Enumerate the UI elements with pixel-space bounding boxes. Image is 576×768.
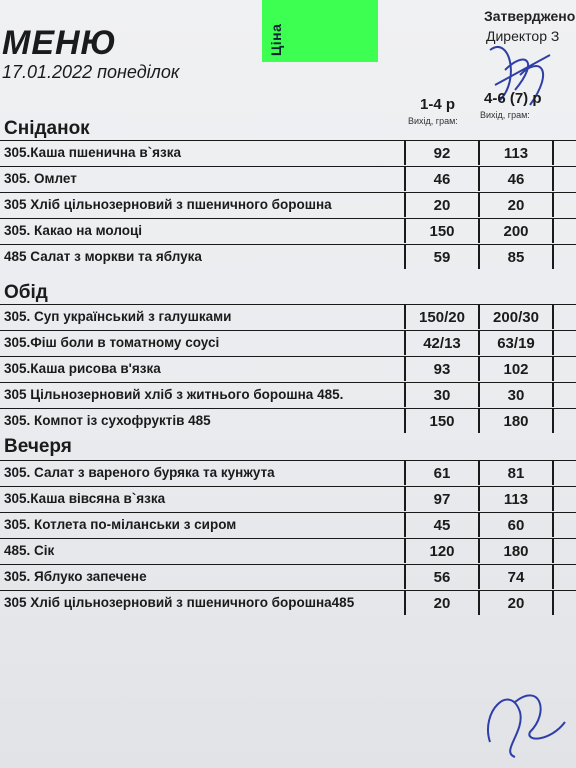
menu-row xyxy=(0,166,576,193)
menu-row xyxy=(0,590,576,617)
portion-1-4: 150/20 xyxy=(404,305,478,329)
extra-column-cell xyxy=(552,461,576,485)
portion-1-4: 42/13 xyxy=(404,331,478,355)
portion-4-6: 113 xyxy=(478,487,552,511)
extra-column-cell xyxy=(552,167,576,191)
menu-date: 17.01.2022 понеділок xyxy=(2,62,180,82)
approval-title: Затверджено xyxy=(484,8,576,24)
bottom-signature xyxy=(470,672,574,762)
portion-1-4: 46 xyxy=(404,167,478,191)
portion-1-4: 97 xyxy=(404,487,478,511)
dish-name: 485. Сік xyxy=(4,543,55,558)
menu-row xyxy=(0,192,576,219)
dish-name: 305. Какао на молоці xyxy=(4,223,143,238)
extra-column-cell xyxy=(552,409,576,433)
section-breakfast: Сніданок xyxy=(4,118,90,139)
dish-name: 305. Котлета по-міланськи з сиром xyxy=(4,517,237,532)
extra-column-cell xyxy=(552,141,576,165)
extra-column-cell xyxy=(552,193,576,217)
menu-row xyxy=(0,512,576,539)
approval-role: Директор З xyxy=(486,28,560,44)
portion-4-6: 63/19 xyxy=(478,331,552,355)
portion-4-6: 180 xyxy=(478,539,552,563)
column-sub-4-6: Вихід, грам: xyxy=(480,110,530,120)
portion-1-4: 120 xyxy=(404,539,478,563)
column-header-1-4: 1-4 р xyxy=(420,96,456,113)
menu-row xyxy=(0,140,576,167)
dish-name: 305 Хліб цільнозерновий з пшеничного борошна xyxy=(4,197,332,212)
portion-4-6: 20 xyxy=(478,591,552,615)
dish-name: 305. Омлет xyxy=(4,171,77,186)
dish-name: 305.Каша вівсяна в`язка xyxy=(4,491,166,506)
menu-row xyxy=(0,382,576,409)
menu-row xyxy=(0,564,576,591)
extra-column-cell xyxy=(552,331,576,355)
extra-column-cell xyxy=(552,357,576,381)
portion-1-4: 61 xyxy=(404,461,478,485)
portion-4-6: 85 xyxy=(478,245,552,269)
portion-1-4: 45 xyxy=(404,513,478,537)
portion-4-6: 30 xyxy=(478,383,552,407)
menu-row xyxy=(0,460,576,487)
extra-column-cell xyxy=(552,245,576,269)
extra-column-cell xyxy=(552,591,576,615)
portion-1-4: 20 xyxy=(404,591,478,615)
sticker-label: Ціна xyxy=(268,23,284,56)
portion-1-4: 56 xyxy=(404,565,478,589)
extra-column-cell xyxy=(552,305,576,329)
portion-4-6: 20 xyxy=(478,193,552,217)
menu-row xyxy=(0,218,576,245)
menu-row xyxy=(0,304,576,331)
portion-1-4: 20 xyxy=(404,193,478,217)
portion-4-6: 200 xyxy=(478,219,552,243)
dish-name: 305.Каша рисова в'язка xyxy=(4,361,161,376)
portion-4-6: 113 xyxy=(478,141,552,165)
menu-row xyxy=(0,538,576,565)
menu-row xyxy=(0,486,576,513)
portion-1-4: 59 xyxy=(404,245,478,269)
dish-name: 305. Яблуко запечене xyxy=(4,569,147,584)
portion-4-6: 60 xyxy=(478,513,552,537)
extra-column-cell xyxy=(552,539,576,563)
portion-4-6: 81 xyxy=(478,461,552,485)
menu-row xyxy=(0,244,576,271)
portion-4-6: 180 xyxy=(478,409,552,433)
extra-column-cell xyxy=(552,383,576,407)
extra-column-cell xyxy=(552,487,576,511)
portion-4-6: 102 xyxy=(478,357,552,381)
portion-1-4: 150 xyxy=(404,219,478,243)
extra-column-cell xyxy=(552,219,576,243)
column-sub-1-4: Вихід, грам: xyxy=(408,116,458,126)
dish-name: 305 Цільнозерновий хліб з житнього борошна 485. xyxy=(4,387,344,402)
dish-name: 485 Салат з моркви та яблука xyxy=(4,249,202,264)
portion-1-4: 93 xyxy=(404,357,478,381)
menu-row xyxy=(0,356,576,383)
dish-name: 305. Салат з вареного буряка та кунжута xyxy=(4,465,275,480)
menu-row xyxy=(0,408,576,435)
portion-1-4: 30 xyxy=(404,383,478,407)
menu-row xyxy=(0,330,576,357)
dish-name: 305.Каша пшенична в`язка xyxy=(4,145,181,160)
section-lunch: Обід xyxy=(4,282,48,303)
portion-1-4: 150 xyxy=(404,409,478,433)
page-title: МЕНЮ xyxy=(2,24,117,62)
portion-4-6: 74 xyxy=(478,565,552,589)
section-dinner: Вечеря xyxy=(4,436,72,457)
portion-1-4: 92 xyxy=(404,141,478,165)
dish-name: 305.Фіш боли в томатному соусі xyxy=(4,335,220,350)
extra-column-cell xyxy=(552,565,576,589)
dish-name: 305. Суп український з галушками xyxy=(4,309,232,324)
dish-name: 305. Компот із сухофруктів 485 xyxy=(4,413,211,428)
portion-4-6: 46 xyxy=(478,167,552,191)
dish-name: 305 Хліб цільнозерновий з пшеничного борошна485 xyxy=(4,595,355,610)
portion-4-6: 200/30 xyxy=(478,305,552,329)
column-header-4-6: 4-6 (7) р xyxy=(484,90,542,107)
extra-column-cell xyxy=(552,513,576,537)
